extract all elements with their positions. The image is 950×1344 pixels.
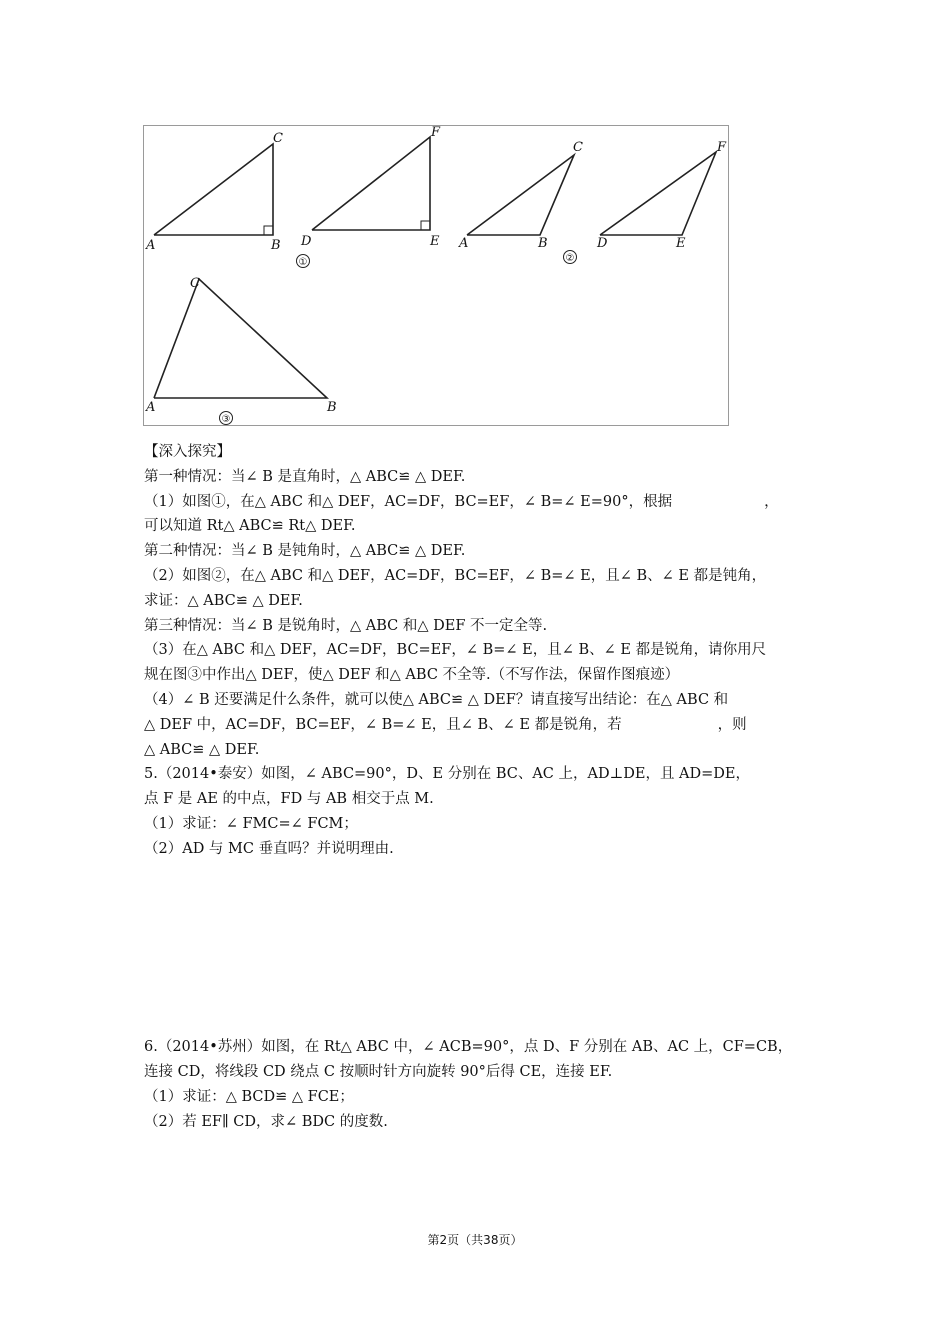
problem-5-line-2: 点 F 是 AE 的中点，FD 与 AB 相交于点 M. [144,791,434,808]
label-a: A [146,400,156,415]
question-1-text: （1）如图①，在△ ABC 和△ DEF，AC=DF，BC=EF，∠ B=∠ E=90°，根据 [144,493,673,510]
page-footer: 第2页（共38页） [427,1233,523,1247]
question-2-line-1: （2）如图②，在△ ABC 和△ DEF，AC=DF，BC=EF，∠ B=∠ E，且∠ B、∠ E 都是钝角， [144,567,767,584]
question-4-then: ，则 [717,716,747,733]
problem-5-line-1: 5.（2014•泰安）如图，∠ ABC=90°，D、E 分别在 BC、AC 上，AD⊥DE，且 AD=DE， [144,766,751,783]
right-angle-mark [421,221,430,230]
triangle-abc-fig1 [154,144,273,235]
section-heading: 【深入探究】 [144,444,231,460]
triangle-def-fig2 [600,152,716,235]
question-1-line-1 [144,490,810,515]
problem-6-part-1: （1）求证：△ BCD≌ △ FCE； [144,1088,354,1105]
question-4-text: △ DEF 中，AC=DF，BC=EF，∠ B=∠ E，且∠ B、∠ E 都是锐角，若 [144,716,622,733]
label-c: C [190,276,200,291]
label-b: B [538,236,548,251]
geometry-figure [143,125,729,426]
label-e: E [430,234,440,249]
fig3-labels [145,276,337,425]
problem-6-part-2: （2）若 EF∥ CD，求∠ BDC 的度数. [144,1113,388,1130]
triangle-abc-fig2 [467,155,574,235]
label-f: F [717,140,727,155]
fig1-labels [145,126,441,268]
question-4-line-1: （4）∠ B 还要满足什么条件，就可以使△ ABC≌ △ DEF？请直接写出结论：在△ ABC 和 [144,691,729,708]
label-c: C [573,140,583,155]
question-3-line-2: 规在图③中作出△ DEF，使△ DEF 和△ ABC 不全等.（不写作法，保留作图痕迹） [144,667,680,684]
question-2-line-2: 求证：△ ABC≌ △ DEF. [144,592,303,609]
case-3: 第三种情况：当∠ B 是锐角时，△ ABC 和△ DEF 不一定全等. [144,617,548,634]
label-d: D [597,236,608,251]
triangle-def-fig1 [312,137,430,230]
label-b: B [271,238,281,253]
label-a: A [146,238,156,253]
question-1-comma: ， [764,493,779,510]
label-a: A [459,236,469,251]
label-c: C [273,131,283,146]
case-1: 第一种情况：当∠ B 是直角时，△ ABC≌ △ DEF. [144,468,466,485]
question-4-line-2 [144,713,810,738]
triangle-abc-fig3 [154,279,327,398]
case-2: 第二种情况：当∠ B 是钝角时，△ ABC≌ △ DEF. [144,543,466,560]
problem-text [144,440,810,1134]
figure-number-1: ① [298,257,308,268]
label-d: D [301,234,312,249]
label-e: E [676,236,686,251]
question-4-line-3: △ ABC≌ △ DEF. [144,741,260,758]
label-b: B [327,400,337,415]
problem-6-line-2: 连接 CD，将线段 CD 绕点 C 按顺时针方向旋转 90°后得 CE，连接 EF. [144,1063,613,1080]
problem-5-part-1: （1）求证：∠ FMC=∠ FCM； [144,815,358,832]
label-f: F [431,126,441,140]
question-1-line-2: 可以知道 Rt△ ABC≌ Rt△ DEF. [144,518,356,535]
figure-number-2: ② [565,253,575,264]
problem-5-part-2: （2）AD 与 MC 垂直吗？并说明理由. [144,840,394,857]
fig2-labels [458,140,727,264]
triangle-diagrams [144,126,730,427]
figure-number-3: ③ [221,414,231,425]
right-angle-mark [264,226,273,235]
question-3-line-1: （3）在△ ABC 和△ DEF，AC=DF，BC=EF，∠ B=∠ E，且∠ B、∠ E 都是锐角，请你用尺 [144,642,767,659]
problem-6-line-1: 6.（2014•苏州）如图，在 Rt△ ABC 中，∠ ACB=90°，点 D、F 分别在 AB、AC 上，CF=CB， [144,1039,793,1056]
